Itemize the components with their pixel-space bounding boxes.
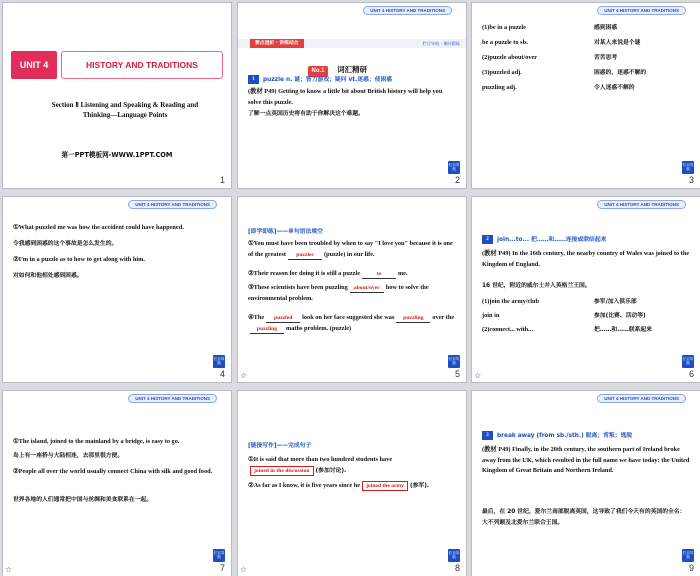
star-icon: ☆ [240,371,248,380]
nav-button[interactable]: 栏目导航 [448,549,460,562]
nav-button[interactable]: 栏目导航 [682,549,694,562]
slide-number: 8 [454,563,460,573]
phrase-row: (1)join the army/club 参军/加入俱乐部 [482,298,637,305]
unit-badge: UNIT 4 HISTORY AND TRADITIONS [597,200,686,209]
word-entry: 1 puzzle n. 谜；智力游戏；疑问 vt.迷惑；使困惑 [248,75,456,86]
word-number-badge: 1 [248,75,259,84]
slide-number: 1 [219,175,225,185]
unit-badge: UNIT 4 HISTORY AND TRADITIONS [363,6,452,15]
nav-button[interactable]: 栏目导航 [213,549,225,562]
example-english: (教材 P49) In the 16th century, the nearby country of Wales was joined to the Kingdom of England. [482,250,690,268]
word-number-badge: 2 [482,235,493,244]
answer-blank[interactable]: puzzling [396,314,430,323]
slide-number: 6 [688,369,694,379]
title-banner [11,49,223,83]
example-chinese: 对如何和他相处感到困惑。 [13,273,83,279]
phrase-row: (2)connect... with... 把……和……联系起来 [482,326,652,333]
phrase-row: (3)puzzled adj. 困惑的，迷惑不解的 [482,69,647,76]
example-chinese: 世界各地的人们通常把中国与丝绸和美食联系在一起。 [13,497,153,503]
exercise-heading: [即学即练]——单句语法填空 [248,229,323,235]
slide-number: 7 [219,563,225,573]
unit-label: UNIT 4 [11,51,57,79]
example-english: (教材 P49) Finally, in the 20th century, the southern part of Ireland broke away from the UK, which resulted in the full name we have today: the United Kingdom of Great Britain and Northern Ireland. [482,446,690,474]
phrase-row: puzzling adj. 令人迷惑不解的 [482,84,635,91]
vocab-title: 词汇精研 [337,65,368,74]
slide-4-thumbnail[interactable] [2,196,232,383]
star-icon: ☆ [474,371,482,380]
star-icon: ☆ [240,565,248,574]
slide-2-thumbnail[interactable] [237,2,467,189]
exercise-heading: [链接写作]——完成句子 [248,443,312,449]
example-chinese: 16 世纪，附近的威尔士并入英格兰王国。 [482,283,591,289]
example-chinese: 岛上有一座桥与大陆相连，去那里很方便。 [13,453,124,459]
slide-9-thumbnail[interactable] [471,390,700,576]
word-entry: 3 break away (from sb./sth.) 脱离；背叛；逃脱 [482,431,690,442]
phrase-row: (1)be in a puzzle 感到困惑 [482,24,618,31]
unit-badge: UNIT 4 HISTORY AND TRADITIONS [128,394,217,403]
unit-badge: UNIT 4 HISTORY AND TRADITIONS [597,394,686,403]
slide-1-thumbnail[interactable] [2,2,232,189]
answer-box[interactable]: joined in the discussion [250,466,314,476]
exercise-item: ①It is said that more than two hundred students havejoined in the discussion (参加讨论). [248,456,393,474]
vocab-number-badge: No.1 [308,66,328,77]
slide-8-thumbnail[interactable] [237,390,467,576]
exercise-item: ④The puzzled look on her face suggested she was puzzling over thepuzzling maths problem. (puzzle) [248,314,455,332]
example-english: ②People all over the world usually connect China with silk and good food. [13,468,213,475]
phrase-row: join in 参加(比赛、活动等) [482,312,646,319]
header-label: 要点透析 · 讲练结合 [250,39,304,48]
slide-7-thumbnail[interactable] [2,390,232,576]
unit-badge: UNIT 4 HISTORY AND TRADITIONS [128,200,217,209]
exercise-item: ②Their reason for doing it is still a puzzle to me. [248,270,408,277]
unit-title: HISTORY AND TRADITIONS [61,51,223,79]
exercise-item: ②As far as I know, it is five years since he joined the army (参军). [248,482,430,489]
nav-button[interactable]: 栏目导航 [448,161,460,174]
slide-number: 2 [454,175,460,185]
answer-blank[interactable]: to [362,270,396,279]
slide-5-thumbnail[interactable] [237,196,467,383]
answer-blank[interactable]: puzzled [266,314,300,323]
nav-button[interactable]: 栏目导航 [448,355,460,368]
slide-number: 3 [688,175,694,185]
slide-number: 5 [454,369,460,379]
phrase-row: be a puzzle to sb. 对某人来说是个谜 [482,39,641,46]
example-english: (教材 P49) Getting to know a little bit about British history will help you solve this puzzle. [248,88,443,106]
example-english: ①The island, joined to the mainland by a bridge, is easy to go. [13,438,180,445]
example-english: ②I'm in a puzzle as to how to get along with him. [13,256,145,263]
nav-button[interactable]: 栏目导航 [213,355,225,368]
nav-button[interactable]: 栏目导航 [682,355,694,368]
phrase-row: (2)puzzle about/over 苦苦思考 [482,54,618,61]
answer-blank[interactable]: puzzles [288,251,322,260]
answer-box[interactable]: joined the army [362,481,408,491]
vocab-heading [308,57,367,77]
example-chinese: 令我感到困惑的这个事故是怎么发生的。 [13,241,118,247]
answer-blank[interactable]: about/over [350,284,384,293]
section-title: Section Ⅱ Listening and Speaking & Reading and Thinking—Language Points [51,101,199,119]
answer-blank[interactable]: puzzling [250,325,284,334]
header-right: 栏目导航 · 课时精练 [422,41,460,46]
exercise-item: ①You must have been troubled by when to say "I love you" because it is one of the greatest puzzles (puzzle) in our life. [248,240,453,258]
example-chinese: 了解一点英国历史将有助于你解决这个难题。 [248,111,364,117]
word-number-badge: 3 [482,431,493,440]
slide-6-thumbnail[interactable] [471,196,700,383]
unit-badge: UNIT 4 HISTORY AND TRADITIONS [597,6,686,15]
source-text: 第一PPT模板网-WWW.1PPT.COM [61,151,173,159]
slide-header [238,39,466,48]
slide-3-thumbnail[interactable] [471,2,700,189]
star-icon: ☆ [5,565,13,574]
exercise-item: ③These scientists have been puzzling about/over how to solve the environmental problem. [248,284,429,302]
word-entry: 2 join...to... 把……和……连接或联结起来 [482,235,690,246]
example-english: ①What puzzled me was how the accident could have happened. [13,224,184,231]
slide-number: 4 [219,369,225,379]
slide-number: 9 [688,563,694,573]
example-chinese: 最后，在 20 世纪，爱尔兰南部脱离英国，这导致了我们今天有的英国的全名：大不列颠及北爱尔兰联合王国。 [482,509,686,526]
nav-button[interactable]: 栏目导航 [682,161,694,174]
